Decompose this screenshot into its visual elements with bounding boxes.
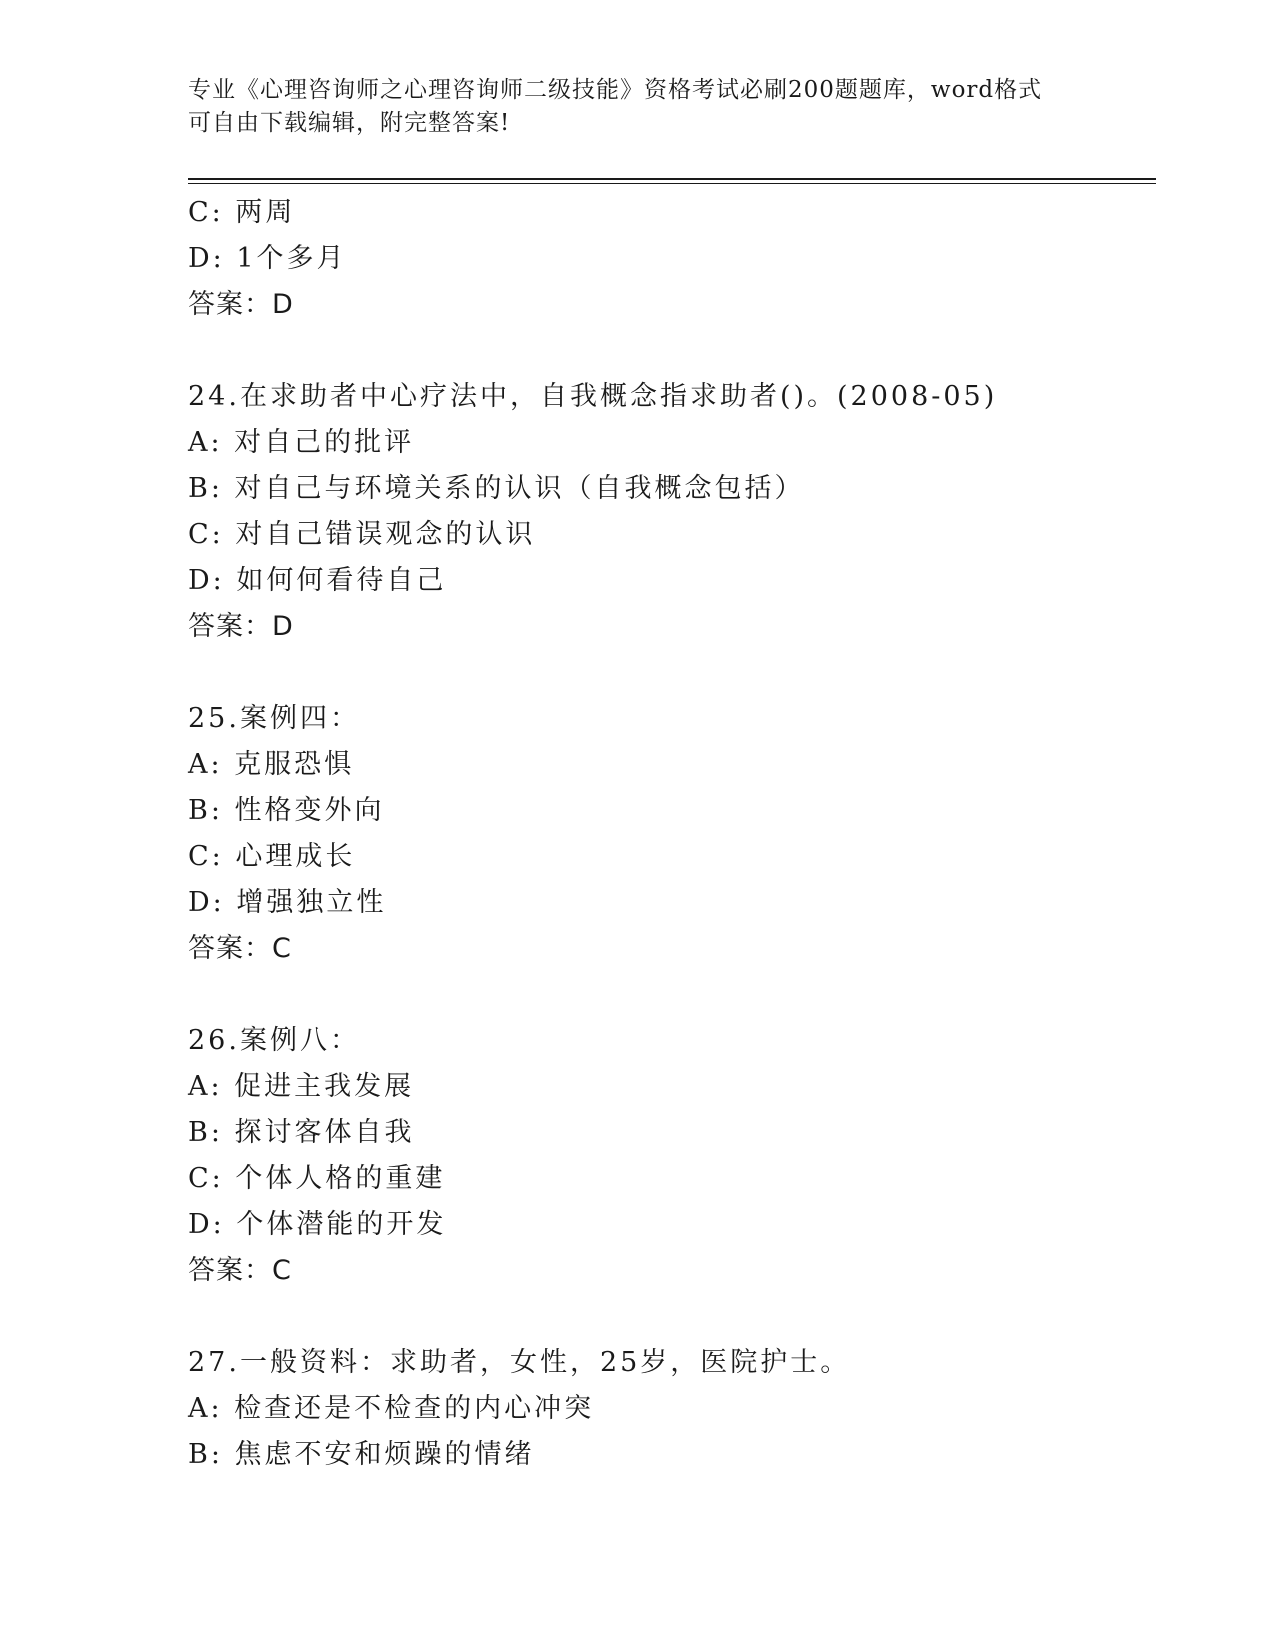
option-a: A: 对自己的批评 bbox=[188, 427, 415, 458]
header-title-line-1: 专业《心理咨询师之心理咨询师二级技能》资格考试必刷200题题库，word格式 bbox=[188, 77, 1043, 103]
option-a: A: 促进主我发展 bbox=[188, 1071, 415, 1102]
question-title: 25.案例四： bbox=[188, 703, 360, 734]
question-block-23 bbox=[188, 190, 1148, 328]
header-divider-thick bbox=[188, 178, 1156, 180]
question-title: 27.一般资料：求助者，女性，25岁，医院护士。 bbox=[188, 1347, 851, 1378]
header-divider-thin bbox=[188, 183, 1156, 184]
question-block-25 bbox=[188, 696, 1148, 972]
header-title-line-2: 可自由下载编辑，附完整答案! bbox=[188, 110, 511, 136]
question-block-26 bbox=[188, 1018, 1148, 1294]
option-b: B: 探讨客体自我 bbox=[188, 1117, 415, 1148]
document-header bbox=[188, 74, 1088, 140]
spacer bbox=[188, 1294, 1148, 1340]
option-d: D: 个体潜能的开发 bbox=[188, 1209, 447, 1240]
answer-line: 答案：C bbox=[188, 933, 292, 964]
spacer bbox=[188, 972, 1148, 1018]
option-c: C: 心理成长 bbox=[188, 841, 356, 872]
answer-line: 答案：D bbox=[188, 611, 294, 642]
option-c: C: 个体人格的重建 bbox=[188, 1163, 446, 1194]
option-b: B: 性格变外向 bbox=[188, 795, 385, 826]
question-list bbox=[188, 190, 1148, 1478]
option-a: A: 克服恐惧 bbox=[188, 749, 355, 780]
option-d: D: 如何何看待自己 bbox=[188, 565, 447, 596]
option-c: C: 对自己错误观念的认识 bbox=[188, 519, 536, 550]
option-d: D: 1个多月 bbox=[188, 243, 347, 274]
option-a: A: 检查还是不检查的内心冲突 bbox=[188, 1393, 595, 1424]
option-b: B: 焦虑不安和烦躁的情绪 bbox=[188, 1439, 535, 1470]
option-d: D: 增强独立性 bbox=[188, 887, 387, 918]
option-c: C: 两周 bbox=[188, 197, 296, 228]
spacer bbox=[188, 328, 1148, 374]
question-block-27 bbox=[188, 1340, 1148, 1478]
question-block-24 bbox=[188, 374, 1148, 650]
answer-line: 答案：D bbox=[188, 289, 294, 320]
question-title: 26.案例八： bbox=[188, 1025, 360, 1056]
option-b: B: 对自己与环境关系的认识（自我概念包括） bbox=[188, 473, 805, 504]
answer-line: 答案：C bbox=[188, 1255, 292, 1286]
spacer bbox=[188, 650, 1148, 696]
question-title: 24.在求助者中心疗法中，自我概念指求助者()。(2008-05) bbox=[188, 381, 998, 412]
